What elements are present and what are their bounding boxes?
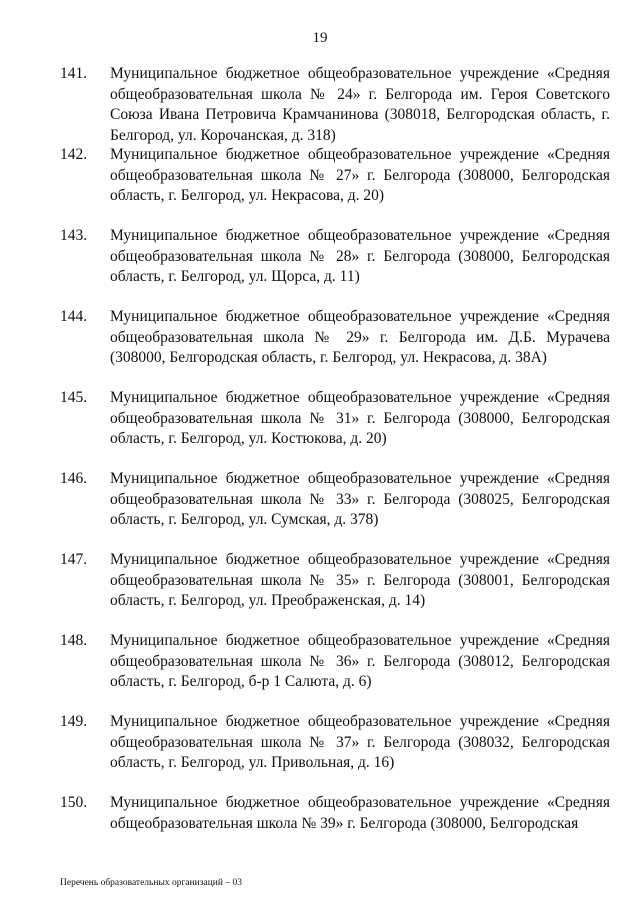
list-item [60, 712, 610, 793]
entry-number: 143. [60, 227, 88, 244]
list-item [60, 226, 610, 307]
entry-text: Муниципальное бюджетное общеобразовательное учреждение «Средняя общеобразовательная школа № 28» г. Белгорода (308000, Белгородская область, г. Белгород, ул. Щорса, д. 11) [110, 227, 610, 286]
footer-note: Перечень образовательных организаций – 03 [60, 878, 242, 888]
list-item [60, 550, 610, 631]
entry-number: 141. [60, 65, 88, 82]
list-item [60, 145, 610, 226]
entry-number: 148. [60, 632, 88, 649]
entry-text: Муниципальное бюджетное общеобразовательное учреждение «Средняя общеобразовательная школа № 39» г. Белгорода (308000, Белгородская [110, 794, 610, 832]
list-item [60, 307, 610, 388]
entry-text: Муниципальное бюджетное общеобразовательное учреждение «Средняя общеобразовательная школа № 36» г. Белгорода (308012, Белгородская область, г. Белгород, б-р 1 Салюта, д. 6) [110, 632, 610, 691]
entry-number: 150. [60, 794, 88, 811]
list-item [60, 469, 610, 550]
list-item [60, 64, 610, 145]
entry-list [60, 64, 610, 874]
entry-number: 145. [60, 389, 88, 406]
entry-number: 147. [60, 551, 88, 568]
entry-text: Муниципальное бюджетное общеобразовательное учреждение «Средняя общеобразовательная школа № 31» г. Белгорода (308000, Белгородская область, г. Белгород, ул. Костюкова, д. 20) [110, 389, 610, 448]
entry-text: Муниципальное бюджетное общеобразовательное учреждение «Средняя общеобразовательная школа № 24» г. Белгорода им. Героя Советского Союза Ивана Петровича Крамчанинова (308018, Белгородская область, г. Белгород, ул. Корочанская, д. 318) [110, 65, 610, 145]
entry-text: Муниципальное бюджетное общеобразовательное учреждение «Средняя общеобразовательная школа № 37» г. Белгорода (308032, Белгородская область, г. Белгород, ул. Привольная, д. 16) [110, 713, 610, 772]
entry-text: Муниципальное бюджетное общеобразовательное учреждение «Средняя общеобразовательная школа № 27» г. Белгорода (308000, Белгородская область, г. Белгород, ул. Некрасова, д. 20) [110, 146, 610, 205]
entry-text: Муниципальное бюджетное общеобразовательное учреждение «Средняя общеобразовательная школа № 35» г. Белгорода (308001, Белгородская область, г. Белгород, ул. Преображенская, д. 14) [110, 551, 610, 610]
entry-number: 149. [60, 713, 88, 730]
page-number: 19 [312, 30, 328, 46]
entry-text: Муниципальное бюджетное общеобразовательное учреждение «Средняя общеобразовательная школа № 33» г. Белгорода (308025, Белгородская область, г. Белгород, ул. Сумская, д. 378) [110, 470, 610, 529]
list-item [60, 793, 610, 874]
entry-number: 146. [60, 470, 88, 487]
entry-number: 142. [60, 146, 88, 163]
entry-number: 144. [60, 308, 88, 325]
list-item [60, 631, 610, 712]
entry-text: Муниципальное бюджетное общеобразовательное учреждение «Средняя общеобразовательная школа № 29» г. Белгорода им. Д.Б. Мурачева (308000, Белгородская область, г. Белгород, ул. Некрасова, д. 38А) [110, 308, 610, 367]
list-item [60, 388, 610, 469]
